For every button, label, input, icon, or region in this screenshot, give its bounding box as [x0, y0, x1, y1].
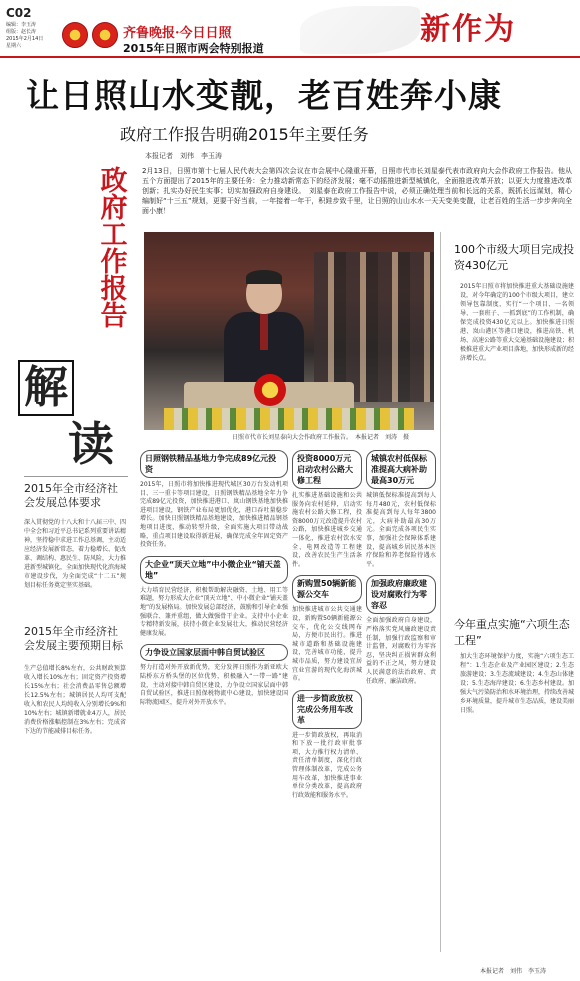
- photo-speaker-tie: [260, 314, 268, 350]
- left-section-body: 深入贯彻党的十八大和十八届三中、四中全会和习近平总书记系列重要讲话精神，坚持稳中求进工作总基调，主动适应经济发展新常态，着力稳增长、促改革、调结构、惠民生、防风险，大力推进新型城镇化，全面加快现代化滨海城市建设步伐，为全面完成“十二五”规划目标任务奠定坚实基础。: [24, 519, 127, 589]
- mid-section: [366, 575, 436, 686]
- mid-section-body: 扎实推进基础设施和公共服务向农村延伸，启动实施农村公路大修工程，投资8000万元改造提升农村公路，加快推进城乡交通一体化，推进农村饮水安全、电网改造等工程建设，改善农民生产生活条件。: [292, 492, 362, 568]
- meta-line: 2015年2月14日: [6, 36, 44, 42]
- decorative-swirl: [300, 6, 420, 54]
- right-section-body: 加大生态环境保护力度，实施“六项生态工程”：1.生态企业及产业园区建设；2.生态旅游建设；3.生态流域建设；4.生态山体建设；5.生态海岸建设；6.生态乡村建设。加强大气污染防治和水环境治理，持续改善城乡环境质量，提升城市生态品质，建设美丽日照。: [460, 653, 575, 714]
- mid-section: [140, 450, 288, 550]
- mid-column-c: [366, 450, 436, 686]
- section-banner: 新作为: [420, 12, 516, 47]
- mid-section-title: 加强政府廉政建设对腐败行为零容忍: [366, 575, 436, 614]
- mid-section-body: 2015年，日照市将加快推进现代城区30万台发动机项目、三一重卡等项目建设，日照钢铁精品基地全年力争完成89亿元投资，加快推进港口、岚山钢铁基地加快推进项目建设，钢铁产业布局更加优化，港口吞吐量稳步增长。加快日照钢铁精品基地建设，加快推进精品钢基地项目进度，推动转型升级，全面实施大项目带动战略，重点项目建设取得新进展，确保完成全年固定资产投资任务。: [140, 481, 288, 549]
- jie-character-box: 解: [18, 360, 74, 416]
- mid-section-title: 力争设立国家层面中韩自贸试验区: [140, 644, 288, 661]
- du-character: 读: [68, 417, 114, 471]
- mid-section-body: 城镇低保标准提高到每人每月480元，农村低保标准提高到每人每年3800元，大病补助最高30万元。全面完成各项民生实事，加强社会保障体系建设，提高城乡居民基本医疗保险和养老保险待遇水平。: [366, 492, 436, 568]
- mid-section-title: 日照钢铁精品基地力争完成89亿元投资: [140, 450, 288, 478]
- photo-speaker-hair: [246, 270, 282, 284]
- mid-section-body: 进一步简政放权，再取消和下放一批行政审批事项，大力推行权力清单、责任清单制度，深化行政管理体制改革，完成公务用车改革，加快推进事业单位分类改革，提高政府行政效能和服务水平。: [292, 731, 362, 799]
- national-emblem-icon: [62, 22, 88, 48]
- right-section-title: 今年重点实施“六项生态工程”: [454, 618, 570, 647]
- mid-section-title: 投资8000万元启动农村公路大修工程: [292, 450, 362, 489]
- meta-line: 编辑：李玉涛: [6, 22, 37, 28]
- left-section-title: 2015年全市经济社会发展主要预期目标: [24, 625, 123, 652]
- mid-section-title: 进一步简政放权完成公务用车改革: [292, 690, 362, 729]
- photo-audience: [314, 252, 434, 402]
- speaker-photo: [144, 232, 434, 430]
- page-number: C02: [6, 6, 32, 20]
- mid-section-body: 大力培育民营经济，积极帮助解决融资、土地、用工等难题，努力形成大企业“顶天立地”、中小微企业“铺天盖地”的发展格局。加快发展总部经济，鼓励和引导企业强强联合、兼并重组，做大做强骨干企业。支持中小企业专精特新发展，扶持小微企业发展壮大，推动民营经济健康发展。: [140, 586, 288, 637]
- byline: 本报记者 刘伟 李玉涛: [145, 152, 222, 160]
- subheadline: 政府工作报告明确2015年主要任务: [120, 125, 369, 144]
- mid-section-body: 努力打造对外开放新优势，充分发挥日照作为新亚欧大陆桥东方桥头堡的区位优势，积极融入“一带一路”建设，主动对接中韩自贸区建设，力争设立国家层面中韩自贸试验区，推进日照保税物流中心建设，加快建设国际物流园区，提升对外开放水平。: [140, 664, 288, 706]
- divider: [440, 232, 441, 952]
- mid-section-title: 大企业“顶天立地”中小微企业“铺天盖地”: [140, 556, 288, 584]
- lead-paragraph: 2月13日，日照市第十七届人民代表大会第四次会议在市会展中心隆重开幕，日照市代市长刘星泰代表市政府向大会作政府工作报告。他从五个方面提出了2015年的主要任务：全力推动新常态下的经济发展；毫不动摇推进新型城镇化，全面推进改革开放；以更大力度推进改革创新；扎实办好民生实事；切实加强政府自身建设。 刘星泰在政府工作报告中说，必须正确处理当前和长远的关系，既抓长远谋划，精心编制好“十三五”规划，更要干好当前，一年接着一年干，积跬步致千里，让日照的山山水水一天天变美变靓，让老百姓的生活一步步奔向全面小康！: [142, 167, 572, 215]
- edition-meta: [6, 22, 43, 50]
- right-section-title: 100个市级大项目完成投资430亿元: [454, 243, 574, 272]
- vertical-label-text: 政府工作报告: [95, 166, 127, 328]
- left-section-title: 2015年全市经济社会发展总体要求: [24, 482, 118, 509]
- mid-section-body: 全面加强政府自身建设，严格落实党风廉政建设责任制，加强行政监察和审计监督，对腐败行为零容忍，坚决纠正损害群众利益的不正之风，努力建设人民满意的法治政府、责任政府、廉洁政府。: [366, 617, 436, 685]
- special-report-title: 2015年日照市两会特别报道: [123, 42, 264, 55]
- mid-section: [366, 450, 436, 569]
- party-emblem-icon: [92, 22, 118, 48]
- headline: 让日照山水变靓，老百姓奔小康: [26, 76, 502, 115]
- mid-section-title: 城镇农村低保标准提高大病补助最高30万元: [366, 450, 436, 489]
- meta-line: 星期六: [6, 43, 22, 49]
- mid-section: [292, 575, 362, 683]
- mid-section: [292, 690, 362, 801]
- mid-section: [292, 450, 362, 569]
- vertical-section-label: [86, 166, 136, 328]
- mid-section-body: 加快推进城市公共交通建设，新购置50辆新能源公交车，优化公交线网布局，方便市民出行。推进城市道路和基础设施建设，完善城市功能，提升城市品质，努力建设宜居宜业宜游的现代化海滨城市。: [292, 606, 362, 683]
- mid-column-a: [140, 450, 288, 707]
- divider: [24, 476, 128, 477]
- right-section-body: 2015年日照市将加快推进重大基础设施建设，对今年确定的100个市级大项目，建立领导包靠制度，实行“一个项目、一名领导、一套班子、一抓到底”的工作机制，确保完成投资430亿元以上。加快推进日照港、岚山港区等港口建设，推进高铁、机场、高速公路等重大交通基础设施建设；积极推进重大产业项目落地，加快形成新的经济增长点。: [460, 283, 575, 362]
- paper-name: 齐鲁晚报·今日日照: [123, 26, 232, 41]
- mid-column-b: [292, 450, 362, 800]
- mid-section-title: 新购置50辆新能源公交车: [292, 575, 362, 603]
- mid-section: [140, 556, 288, 639]
- photo-caption: 日照市代市长刘星泰向大会作政府工作报告。 本报记者 刘涛 摄: [232, 434, 410, 441]
- photo-flowers: [164, 408, 414, 430]
- meta-line: 组版：赵长涛: [6, 29, 37, 35]
- footer-byline: 本报记者 刘伟 李玉涛: [480, 968, 547, 975]
- podium-emblem-icon: [254, 374, 286, 406]
- mid-section: [140, 644, 288, 707]
- left-section-body: 生产总值增长8%左右，公共财政预算收入增长10%左右；固定资产投资增长15%左右；社会消费品零售总额增长12.5%左右；城镇居民人均可支配收入和农民人均纯收入分别增长9%和10%左右；城镇新增就业4万人，居民消费价格涨幅控制在3%左右；完成省下达的节能减排目标任务。: [24, 665, 126, 735]
